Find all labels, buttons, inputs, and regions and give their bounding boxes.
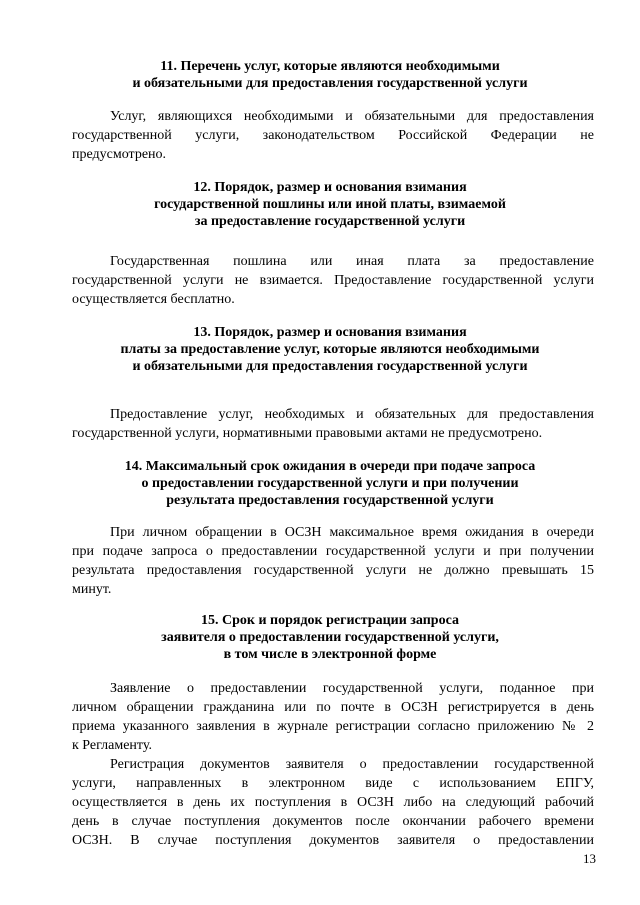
para-line: личном обращении гражданина или по почте в ОСЗН регистрируется в день <box>72 700 594 715</box>
heading-line: результата предоставления государственной услуги <box>166 493 494 508</box>
heading-line: в том числе в электронной форме <box>223 647 437 662</box>
section-15-heading <box>60 612 600 663</box>
para-line: предусмотрено. <box>72 147 167 162</box>
section-15-paragraph-2 <box>72 755 594 850</box>
para-line: осуществляется бесплатно. <box>72 292 235 307</box>
para-line: услуги, направленных в электронном виде с использованием ЕПГУ, <box>72 776 594 791</box>
section-12-heading <box>60 179 600 230</box>
para-line: государственной услуги, нормативными правовыми актами не предусмотрено. <box>72 426 543 441</box>
heading-line: и обязательными для предоставления государственной услуги <box>132 76 528 91</box>
heading-line: 12. Порядок, размер и основания взимания <box>193 180 467 195</box>
heading-line: заявителя о предоставлении государственной услуги, <box>161 630 499 645</box>
para-line: государственной услуги, законодательством Российской Федерации не <box>72 128 594 143</box>
para-line: Заявление о предоставлении государственной услуги, поданное при <box>110 681 594 696</box>
section-14-paragraph <box>72 523 594 599</box>
heading-line: 14. Максимальный срок ожидания в очереди при подаче запроса <box>124 459 536 474</box>
para-line: Услуг, являющихся необходимыми и обязательными для предоставления <box>110 109 594 124</box>
section-12-paragraph <box>72 252 594 309</box>
section-13-heading <box>60 324 600 375</box>
para-line: Предоставление услуг, необходимых и обязательных для предоставления <box>110 407 594 422</box>
page-number: 13 <box>583 851 596 866</box>
section-13-paragraph <box>72 405 594 443</box>
heading-line: платы за предоставление услуг, которые являются необходимыми <box>120 342 540 357</box>
para-line: осуществляется в день их поступления в ОСЗН либо на следующий рабочий <box>72 795 594 810</box>
para-line: Регистрация документов заявителя о предоставлении государственной <box>110 757 594 772</box>
para-line: приема указанного заявления в журнале регистрации согласно приложению № 2 <box>72 719 594 734</box>
para-line: ОСЗН. В случае поступления документов заявителя о предоставлении <box>72 833 594 848</box>
para-line: день в случае поступления документов после окончании рабочего времени <box>72 814 594 829</box>
heading-line: государственной пошлины или иной платы, взимаемой <box>154 197 506 212</box>
heading-line: за предоставление государственной услуги <box>194 214 466 229</box>
section-15-paragraph-1 <box>72 679 594 755</box>
para-line: к Регламенту. <box>72 738 152 753</box>
section-11-paragraph <box>72 107 594 164</box>
heading-line: 13. Порядок, размер и основания взимания <box>193 325 467 340</box>
para-line: результата предоставления государственной услуги не должно превышать 15 <box>72 563 594 578</box>
para-line: при подаче запроса о предоставлении государственной услуги и при получении <box>72 544 594 559</box>
para-line: При личном обращении в ОСЗН максимальное время ожидания в очереди <box>110 525 594 540</box>
section-11-heading <box>60 58 600 92</box>
para-line: Государственная пошлина или иная плата за предоставление <box>110 254 594 269</box>
heading-line: о предоставлении государственной услуги и при получении <box>141 476 519 491</box>
para-line: минут. <box>72 582 112 597</box>
heading-line: 11. Перечень услуг, которые являются необходимыми <box>160 59 500 74</box>
heading-line: 15. Срок и порядок регистрации запроса <box>201 613 459 628</box>
section-14-heading <box>60 458 600 509</box>
para-line: государственной услуги не взимается. Предоставление государственной услуги <box>72 273 594 288</box>
heading-line: и обязательными для предоставления государственной услуги <box>132 359 528 374</box>
